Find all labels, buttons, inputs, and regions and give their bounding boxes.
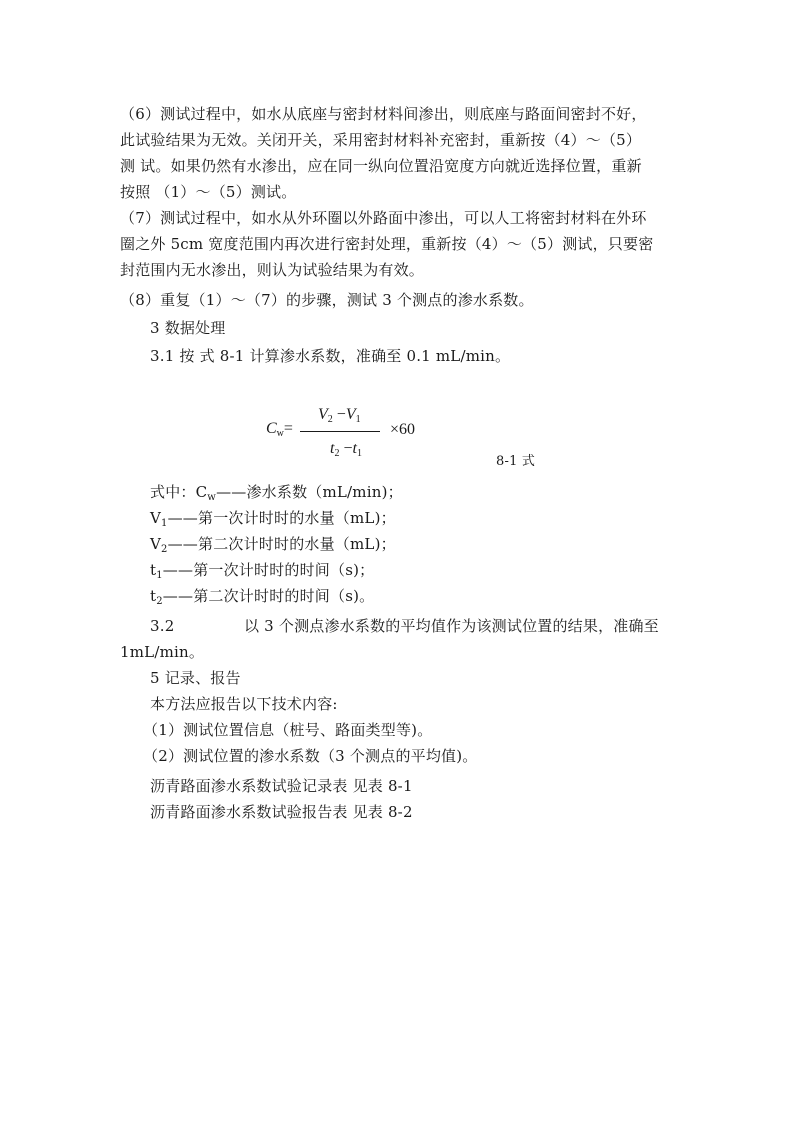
section-3-2-cont: 1mL/min。	[120, 643, 205, 661]
formula-label: 8-1 式	[496, 454, 536, 469]
table-reference: 沥青路面渗水系数试验报告表 见表 8-2	[150, 803, 413, 821]
fraction-bar	[300, 431, 380, 432]
definition-t2: $t_2——$第二次计时时的时间（s)。	[150, 587, 375, 607]
paragraph-line: （7）测试过程中，如水从外环圈以外路面中渗出，可以人工将密封材料在外环	[120, 209, 647, 227]
list-item: （1）测试位置信息（桩号、路面类型等)。	[143, 721, 433, 739]
definition-t1: $t_1——$第一次计时时的时间（s)；	[150, 561, 375, 581]
section-heading: 5 记录、报告	[150, 669, 241, 687]
formula-numerator: $V_2 -V_1$	[318, 406, 361, 425]
paragraph-line: 圈之外 5cm 宽度范围内再次进行密封处理，重新按（4）～（5）测试，只要密	[120, 235, 654, 253]
paragraph-line: 本方法应报告以下技术内容:	[150, 695, 338, 713]
paragraph-line: 封范围内无水渗出，则认为试验结果为有效。	[120, 261, 425, 279]
paragraph-line: 3.1 按 式 8-1 计算渗水系数，准确至 0.1 mL/min。	[150, 347, 511, 365]
paragraph-line: 此试验结果为无效。关闭开关，采用密封材料补充密封，重新按（4）～（5）	[120, 131, 642, 149]
definition-v2: $V_2——$第二次计时时的水量（mL)；	[150, 535, 396, 555]
section-3-2-number: 3.2	[150, 617, 175, 635]
section-3-2-text: 以 3 个测点渗水系数的平均值作为该测试位置的结果，准确至	[244, 617, 659, 635]
formula-multiplier: ×60	[390, 421, 416, 438]
definition-v1: $V_1——$第一次计时时的水量（mL)；	[150, 509, 396, 529]
formula-lhs: $C_w=$	[266, 420, 293, 439]
paragraph-line: （8）重复（1）～（7）的步骤，测试 3 个测点的渗水系数。	[120, 291, 534, 309]
formula-denominator: $t_2 -t_1$	[330, 440, 362, 459]
definition-cw: 式中：$C_w——$渗水系数（mL/min)；	[150, 483, 403, 503]
paragraph-line: （6）测试过程中，如水从底座与密封材料间渗出，则底座与路面间密封不好，	[120, 105, 647, 123]
table-reference: 沥青路面渗水系数试验记录表 见表 8-1	[150, 777, 413, 795]
paragraph-line: 测 试。如果仍然有水渗出，应在同一纵向位置沿宽度方向就近选择位置，重新	[120, 157, 642, 175]
section-heading: 3 数据处理	[150, 319, 226, 337]
paragraph-line: 按照 （1）～（5）测试。	[120, 183, 297, 201]
list-item: （2）测试位置的渗水系数（3 个测点的平均值)。	[143, 747, 478, 765]
